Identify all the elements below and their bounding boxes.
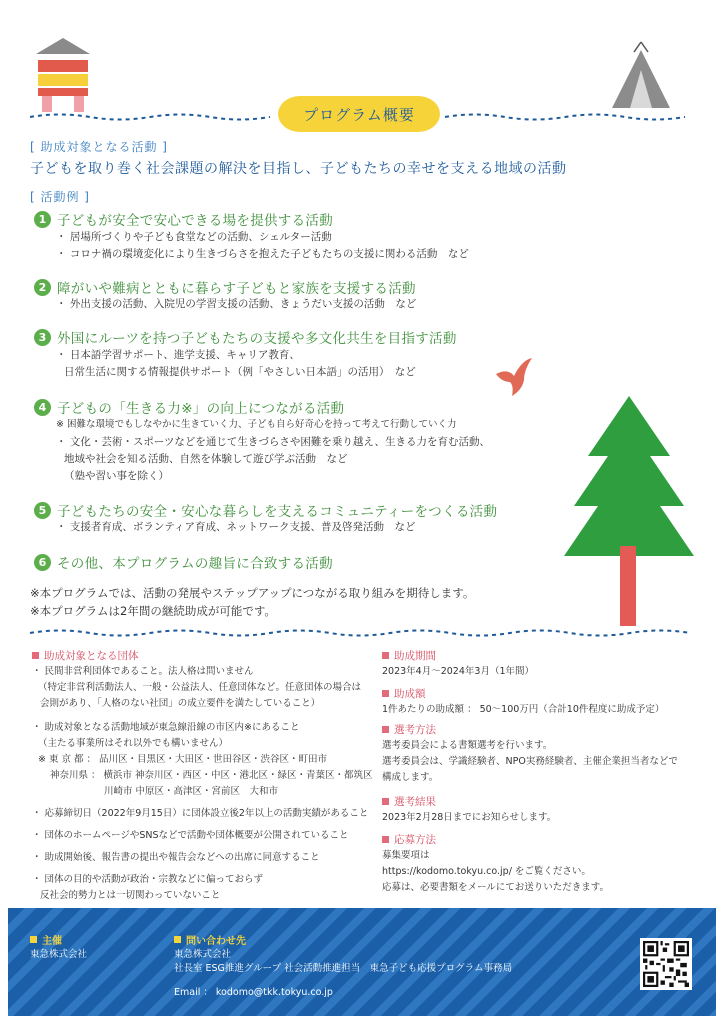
tent-illustration [610,40,672,110]
contact-heading [174,932,246,947]
example-item-3 [34,327,457,347]
program-note: ※本プログラムは2年間の継続助成が可能です。 [30,604,276,618]
number-badge: 5 [34,502,51,519]
result-text: 2023年2月28日までにお知らせします。 [382,812,557,823]
amount-heading-text: 助成額 [394,688,426,700]
square-marker-icon [382,690,389,697]
square-marker-icon [30,936,37,943]
number-badge: 4 [34,399,51,416]
selection-line: 構成します。 [382,772,439,783]
eligible-line: ・ 応募締切日（2022年9月15日）に団体設立後2年以上の活動実績があること [32,808,369,819]
program-note: ※本プログラムでは、活動の発展やステップアップにつながる取り組みを期待します。 [30,586,475,600]
eligible-line: 神奈川県 ： 横浜市 神奈川区・西区・中区・港北区・緑区・青葉区・都筑区 [50,770,373,781]
eligible-line: 会則があり、「人格のない社団」の成立要件を満たしていること） [40,698,321,709]
eligible-line: （主たる事業所はそれ以外でも構いません） [38,738,229,749]
example-line: 地域や社会を知る活動、自然を体験して遊び学ぶ活動 など [64,453,348,465]
eligible-line: ・ 助成開始後、報告書の提出や報告会などへの出席に同意すること [32,852,320,863]
square-marker-icon [382,726,389,733]
example-title: 子どもが安全で安心できる場を提供する活動 [57,213,333,229]
amount-text: 1件あたりの助成額 ： 50～100万円（合計10件程度に助成予定） [382,704,665,715]
apply-url[interactable]: https://kodomo.tokyu.co.jp/ をご覧ください。 [382,866,591,877]
result-heading [382,794,436,809]
eligible-heading-text: 助成対象となる団体 [44,650,139,662]
example-line: 日常生活に関する情報提供サポート（例「やさしい日本語」の活用） など [64,366,416,378]
selection-line: 選考委員会による書類選考を行います。 [382,740,553,751]
square-marker-icon [382,836,389,843]
eligible-line: ・ 団体の目的や活動が政治・宗教などに偏っておらず [32,874,264,885]
apply-heading [382,832,436,847]
example-item-1 [34,209,333,229]
qr-code-icon[interactable] [640,938,692,990]
contact-heading-text: 問い合わせ先 [186,936,246,947]
organizer-name: 東急株式会社 [30,949,88,960]
amount-heading [382,686,426,701]
period-text: 2023年4月～2024年3月（1年間） [382,666,534,677]
house-illustration [30,38,96,114]
square-marker-icon [174,936,181,943]
example-title: 障がいや難病とともに暮らす子どもと家族を支援する活動 [57,281,416,297]
square-marker-icon [32,652,39,659]
example-item-6 [34,552,333,572]
selection-heading [382,722,436,737]
number-badge: 1 [34,211,51,228]
wavy-divider-middle [0,628,724,638]
example-item-2 [34,277,416,297]
contact-department: 社長室 ESG推進グループ 社会活動推進担当 東急子ども応援プログラム事務局 [174,963,513,974]
selection-line: 選考委員会は、学識経験者、NPO実務経験者、主催企業担当者などで [382,756,678,767]
example-line: ・ 文化・芸術・スポーツなどを通じて生きづらさや困難を乗り越え、生きる力を育む活動、 [56,436,491,448]
example-line: ・ 日本語学習サポート、進学支援、キャリア教育、 [56,349,300,361]
example-title: 外国にルーツを持つ子どもたちの支援や多文化共生を目指す活動 [57,331,457,347]
example-line: ・ 支援者育成、ボランティア育成、ネットワーク支援、普及啓発活動 など [56,521,416,533]
square-marker-icon [382,652,389,659]
example-line: ・ 居場所づくりや子ども食堂などの活動、シェルター活動 [56,231,332,243]
number-badge: 2 [34,279,51,296]
bird-illustration [494,356,534,400]
eligible-line: ※ 東 京 都 ： 品川区・目黒区・大田区・世田谷区・渋谷区・町田市 [38,754,328,765]
example-line: （塾や習い事を除く） [64,470,169,482]
tree-illustration [562,396,696,628]
examples-label: [ 活動例 ] [30,190,90,204]
apply-line: 応募は、必要書類をメールにてお送りいただきます。 [382,882,610,893]
apply-line: 募集要項は [382,850,430,861]
example-item-5 [34,500,497,520]
example-title: 子どもたちの安全・安心な暮らしを支えるコミュニティーをつくる活動 [57,504,498,520]
selection-heading-text: 選考方法 [394,724,436,736]
eligible-line: （特定非営利活動法人、一般・公益法人、任意団体など。任意団体の場合は [38,682,362,693]
result-heading-text: 選考結果 [394,796,436,808]
organizer-heading [30,932,62,947]
period-heading-text: 助成期間 [394,650,436,662]
contact-email[interactable]: Email ： kodomo@tkk.tokyu.co.jp [174,987,333,998]
example-title: その他、本プログラムの趣旨に合致する活動 [57,556,333,572]
square-marker-icon [382,798,389,805]
target-activity-label: [ 助成対象となる活動 ] [30,140,168,154]
example-line: ・ コロナ禍の環境変化により生きづらさを抱えた子どもたちの支援に関わる活動 など [56,248,469,260]
organizer-heading-text: 主催 [42,936,62,947]
target-activity-lead: 子どもを取り巻く社会課題の解決を目指し、子どもたちの幸せを支える地域の活動 [30,161,567,177]
eligible-line: ・ 民間非営利団体であること。法人格は問いません [32,666,254,677]
program-overview-title: プログラム概要 [278,96,440,132]
example-item-4 [34,397,344,417]
eligible-line: ・ 助成対象となる活動地域が東急線沿線の市区内※にあること [32,722,300,733]
number-badge: 3 [34,329,51,346]
example-line: ・ 外出支援の活動、入院児の学習支援の活動、きょうだい支援の活動 など [56,298,417,310]
apply-heading-text: 応募方法 [394,834,436,846]
contact-company: 東急株式会社 [174,949,232,960]
period-heading [382,648,436,663]
number-badge: 6 [34,554,51,571]
eligible-line: 反社会的勢力とは一切関わっていないこと [40,890,221,901]
example-title: 子どもの「生きる力※」の向上につながる活動 [57,401,345,417]
example-line: ※ 困難な環境でもしなやかに生きていく力、子ども自ら好奇心を持って考えて行動していく力 [56,419,457,430]
eligible-line: ・ 団体のホームページやSNSなどで活動や団体概要が公開されていること [32,830,349,841]
eligible-line: 川崎市 中原区・高津区・宮前区 大和市 [104,786,279,797]
eligible-heading [32,648,139,663]
